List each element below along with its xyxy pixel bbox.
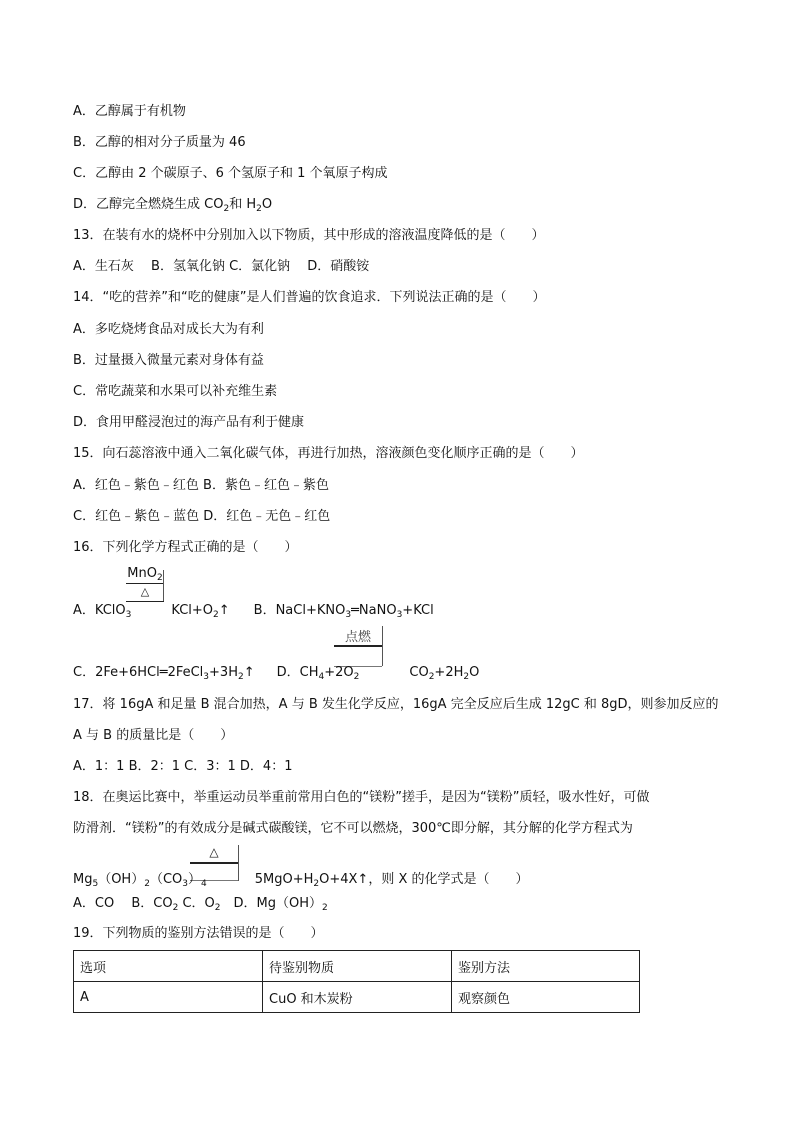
q14-option-c: C．常吃蔬菜和水果可以补充维生素 <box>73 384 278 399</box>
q16-d-ignite: 点燃 <box>344 630 371 645</box>
q13-options: A．生石灰 B．氢氧化钠 C．氯化钠 D．硝酸铵 <box>73 259 370 274</box>
q18-line2: 防滑剂．“镁粉”的有效成分是碱式碳酸镁，它不可以燃烧，300℃即分解，其分解的化学方程式为 <box>73 821 633 836</box>
q16-a-bar-top <box>126 583 164 584</box>
q16-d-bar-edge <box>382 626 383 666</box>
q12-option-b: B．乙醇的相对分子质量为 46 <box>73 135 246 150</box>
table-header-cell: 选项 <box>74 951 263 982</box>
q16-stem: 16．下列化学方程式正确的是（ ） <box>73 540 298 555</box>
q17-line2: A 与 B 的质量比是（ ） <box>73 728 234 743</box>
q14-option-a: A．多吃烧烤食品对成长大为有利 <box>73 322 264 337</box>
table-row <box>74 982 640 1013</box>
q12-option-c: C．乙醇由 2 个碳原子、6 个氢原子和 1 个氧原子构成 <box>73 166 388 181</box>
q16-a-bar-bottom <box>126 601 164 602</box>
q16-a-catalyst: MnO$_2$ <box>127 566 163 583</box>
q18-options: A．CO B．$CO_2$ C．$O_2$ D．$Mg(OH)_2$ <box>73 896 328 913</box>
q14-stem: 14．“吃的营养”和“吃的健康”是人们普遍的饮食追求．下列说法正确的是（ ） <box>73 290 546 305</box>
q19-table <box>73 950 640 1013</box>
q17-line1: 17．将 16gA 和足量 B 混合加热，A 与 B 发生化学反应，16gA 完全反应后生成 12gC 和 8gD，则参加反应的 <box>73 697 719 712</box>
q16-d-bar <box>334 645 382 647</box>
q18-heat-symbol: △ <box>209 845 219 859</box>
q12-option-d: D．乙醇完全燃烧生成 $CO_2$和 $H_2O$ <box>73 197 273 214</box>
table-header-cell: 待鉴别物质 <box>263 951 452 982</box>
q18-equation: $Mg_5(OH)_2(CO_3)_4$ $5MgO+H_2O+4X↑$，则 X 的化学式是（ ） <box>73 872 529 889</box>
q15-stem: 15．向石蕊溶液中通入二氧化碳气体，再进行加热，溶液颜色变化顺序正确的是（ ） <box>73 446 584 461</box>
q17-options: A．1：1 B．2：1 C．3：1 D．4：1 <box>73 759 293 774</box>
q12-option-a: A．乙醇属于有机物 <box>73 104 186 119</box>
q16-a-heat-symbol: △ <box>140 585 150 598</box>
q14-option-d: D．食用甲醛浸泡过的海产品有利于健康 <box>73 415 305 430</box>
table-cell: 观察颜色 <box>452 982 640 1013</box>
table-cell: A <box>74 982 263 1013</box>
table-header-row <box>74 951 640 982</box>
q18-line1: 18．在奥运比赛中，举重运动员举重前常用白色的“镁粉”搓手，是因为“镁粉”质轻，吸水性好，可做 <box>73 790 650 805</box>
table-header-cell: 鉴别方法 <box>452 951 640 982</box>
q16-option-c-d: C．$2Fe+6HCl═2FeCl_3+3H_2↑$ D．$CH_4+2O_2$ $CO_2+2H_2O$ <box>73 665 480 682</box>
q14-option-b: B．过量摄入微量元素对身体有益 <box>73 353 264 368</box>
q16-a-bar-edge <box>163 570 164 601</box>
q13-stem: 13．在装有水的烧杯中分别加入以下物质，其中形成的溶液温度降低的是（ ） <box>73 228 545 243</box>
q15-options-cd: C．红色﹣紫色﹣蓝色 D．红色﹣无色﹣红色 <box>73 509 331 524</box>
table-cell: CuO 和木炭粉 <box>263 982 452 1013</box>
q16-option-a-b: A．KClO$_3$ $KCl+O_2↑$ B．$NaCl+KNO_3═NaNO_3+KCl$ <box>73 603 434 620</box>
q15-options-ab: A．红色﹣紫色﹣红色 B．紫色﹣红色﹣紫色 <box>73 478 329 493</box>
q19-stem: 19．下列物质的鉴别方法错误的是（ ） <box>73 926 324 941</box>
q18-bar <box>190 862 238 864</box>
